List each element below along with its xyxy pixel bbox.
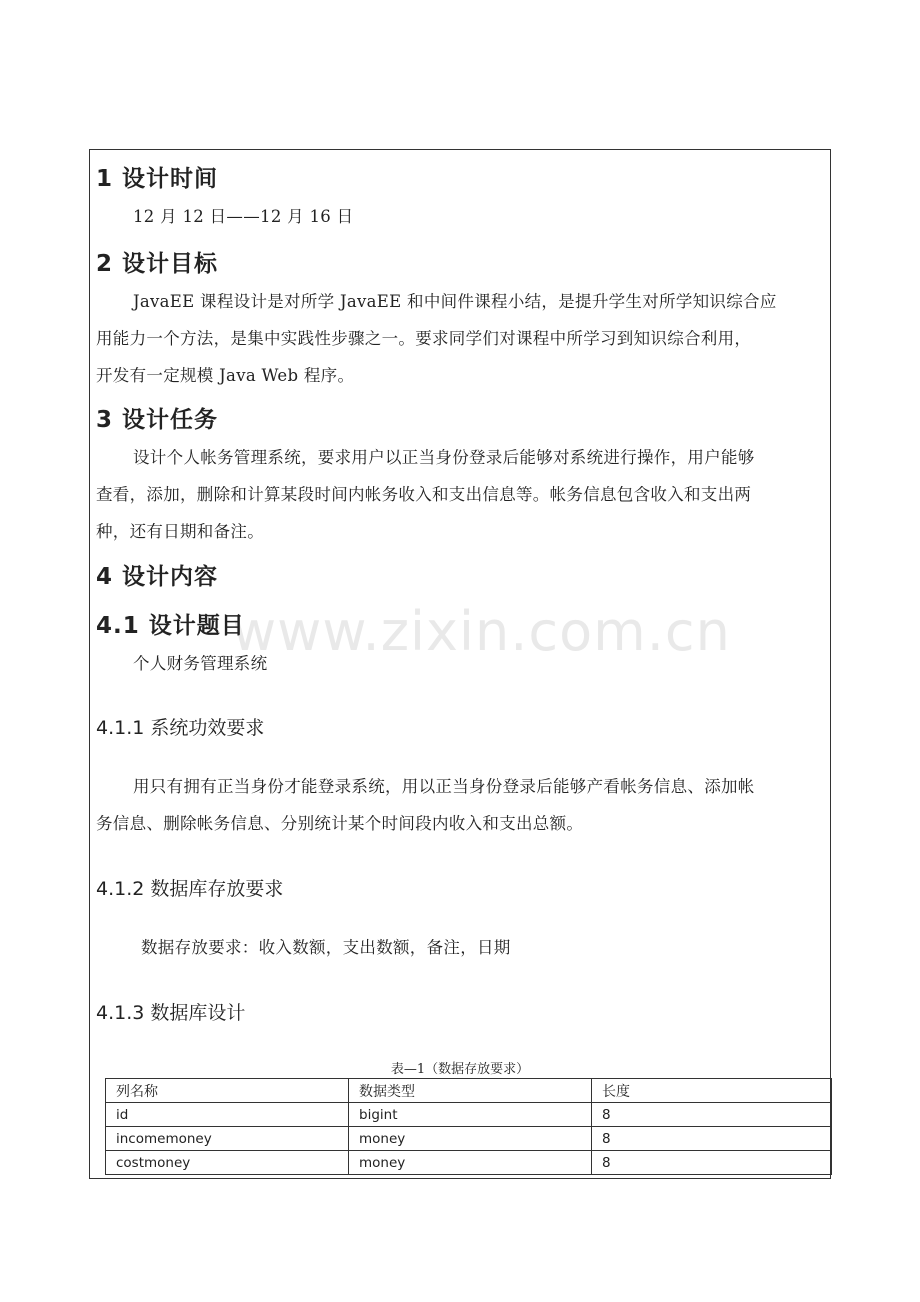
- text-line: JavaEE 课程设计是对所学 JavaEE 和中间件课程小结，是提升学生对所学知识综合应: [133, 292, 777, 311]
- heading-database-design: 4.1.3 数据库设计: [96, 1002, 246, 1024]
- table-row: [106, 1103, 832, 1127]
- text-line: 用能力一个方法，是集中实践性步骤之一。要求同学们对课程中所学习到知识综合利用，: [96, 329, 752, 348]
- text-line: 开发有一定规模 Java Web 程序。: [96, 366, 355, 385]
- table-cell: costmoney: [106, 1151, 349, 1175]
- table-row: [106, 1127, 832, 1151]
- paragraph-design-topic: [96, 645, 826, 682]
- text-line: 个人财务管理系统: [133, 654, 268, 673]
- text-line: 种，还有日期和备注。: [96, 522, 264, 541]
- table-cell: bigint: [349, 1103, 592, 1127]
- paragraph-function-requirements: [96, 768, 826, 842]
- paragraph-design-task: [96, 439, 826, 550]
- text-line: 数据存放要求：收入数额，支出数额，备注，日期: [141, 938, 511, 957]
- text-line: 查看，添加，删除和计算某段时间内帐务收入和支出信息等。帐务信息包含收入和支出两: [96, 485, 752, 504]
- table-cell: money: [349, 1127, 592, 1151]
- column-header: 数据类型: [349, 1079, 592, 1103]
- paragraph-storage-requirements: [104, 929, 834, 966]
- table-cell: 8: [592, 1127, 832, 1151]
- table-cell: 8: [592, 1151, 832, 1175]
- table-cell: money: [349, 1151, 592, 1175]
- column-header: 列名称: [106, 1079, 349, 1103]
- heading-function-requirements: 4.1.1 系统功效要求: [96, 717, 265, 739]
- table-header-row: [106, 1079, 832, 1103]
- text-line: 设计个人帐务管理系统，要求用户以正当身份登录后能够对系统进行操作，用户能够: [133, 448, 755, 467]
- paragraph-design-goal: [96, 283, 826, 394]
- text-line: 用只有拥有正当身份才能登录系统，用以正当身份登录后能够产看帐务信息、添加帐: [133, 777, 755, 796]
- paragraph-design-time: [96, 198, 826, 235]
- watermark-text: www.zixin.com.cn: [232, 600, 731, 663]
- table-caption: 表—1（数据存放要求）: [390, 1062, 530, 1077]
- heading-design-task: 3 设计任务: [96, 407, 219, 433]
- table-row: [106, 1151, 832, 1175]
- table-cell: id: [106, 1103, 349, 1127]
- heading-design-goal: 2 设计目标: [96, 251, 219, 277]
- heading-design-content: 4 设计内容: [96, 564, 219, 590]
- column-header: 长度: [592, 1079, 832, 1103]
- table-cell: incomemoney: [106, 1127, 349, 1151]
- text-line: 务信息、删除帐务信息、分别统计某个时间段内收入和支出总额。: [96, 814, 584, 833]
- data-table: [105, 1078, 832, 1175]
- heading-storage-requirements: 4.1.2 数据库存放要求: [96, 878, 284, 900]
- text-line: 12 月 12 日——12 月 16 日: [133, 207, 354, 226]
- heading-design-topic: 4.1 设计题目: [96, 613, 245, 639]
- table-cell: 8: [592, 1103, 832, 1127]
- heading-design-time: 1 设计时间: [96, 166, 219, 192]
